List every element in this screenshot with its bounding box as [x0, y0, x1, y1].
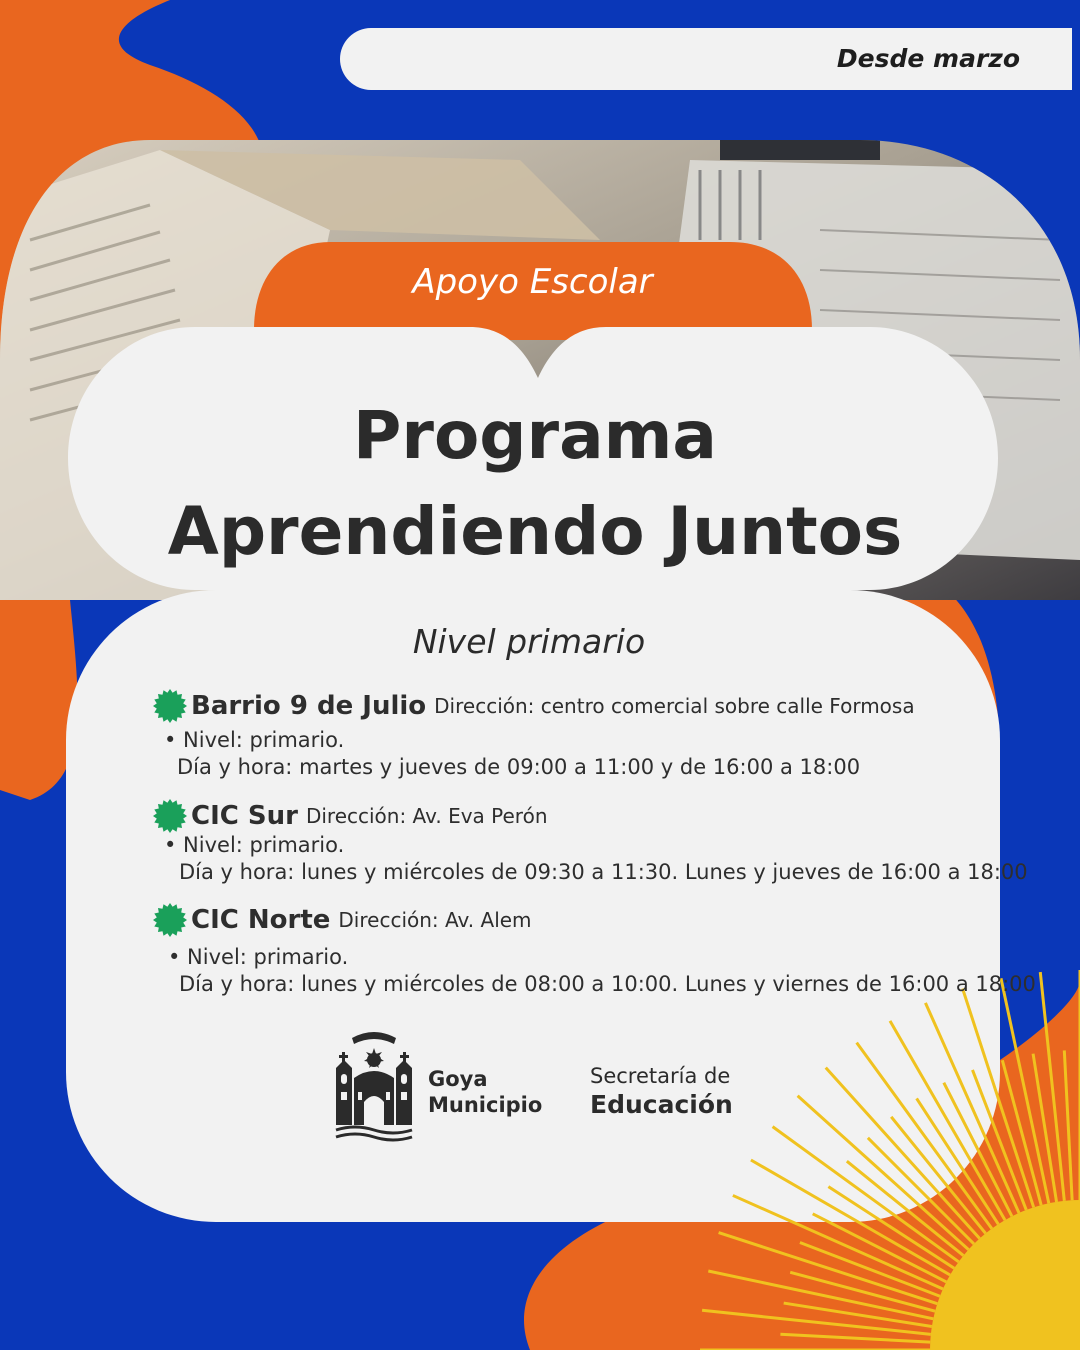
- badge-icon: [152, 688, 188, 724]
- badge-icon: [152, 798, 188, 834]
- page-title: [70, 388, 1000, 580]
- title-line-1: Programa: [353, 397, 717, 474]
- location-address: Dirección: Av. Alem: [338, 908, 532, 932]
- banner-subtitle: Apoyo Escolar: [412, 262, 653, 302]
- location-level: • Nivel: primario.: [168, 945, 349, 969]
- location-schedule: Día y hora: martes y jueves de 09:00 a 11:00 y de 16:00 a 18:00: [177, 755, 861, 779]
- municipality-crest-icon: [334, 1030, 414, 1145]
- municipality-logo: [428, 1066, 542, 1118]
- location-item: [152, 798, 1032, 886]
- location-schedule: Día y hora: lunes y miércoles de 08:00 a 10:00. Lunes y viernes de 16:00 a 18:00: [179, 972, 1036, 996]
- location-schedule: Día y hora: lunes y miércoles de 09:30 a 11:30. Lunes y jueves de 16:00 a 18:00: [179, 860, 1028, 884]
- date-label: Desde marzo: [836, 44, 1020, 73]
- secretariat-logo: [590, 1062, 733, 1120]
- title-line-2: Aprendiendo Juntos: [167, 493, 903, 570]
- location-item: [152, 688, 1032, 781]
- secretariat-name: Educación: [590, 1090, 733, 1119]
- level-heading: Nivel primario: [412, 622, 646, 661]
- badge-icon: [152, 902, 188, 938]
- date-pill: [340, 28, 1072, 90]
- location-address: Dirección: centro comercial sobre calle Formosa: [434, 694, 915, 718]
- municipality-label: Municipio: [428, 1093, 543, 1117]
- location-address: Dirección: Av. Eva Perón: [305, 804, 548, 828]
- location-level: • Nivel: primario.: [164, 833, 345, 857]
- municipality-name: Goya: [428, 1067, 488, 1091]
- location-item: [152, 902, 1036, 998]
- location-level: • Nivel: primario.: [164, 728, 345, 752]
- location-name: CIC Sur: [191, 801, 298, 831]
- secretariat-label: Secretaría de: [590, 1064, 731, 1088]
- location-name: Barrio 9 de Julio: [191, 691, 427, 721]
- location-name: CIC Norte: [191, 905, 331, 935]
